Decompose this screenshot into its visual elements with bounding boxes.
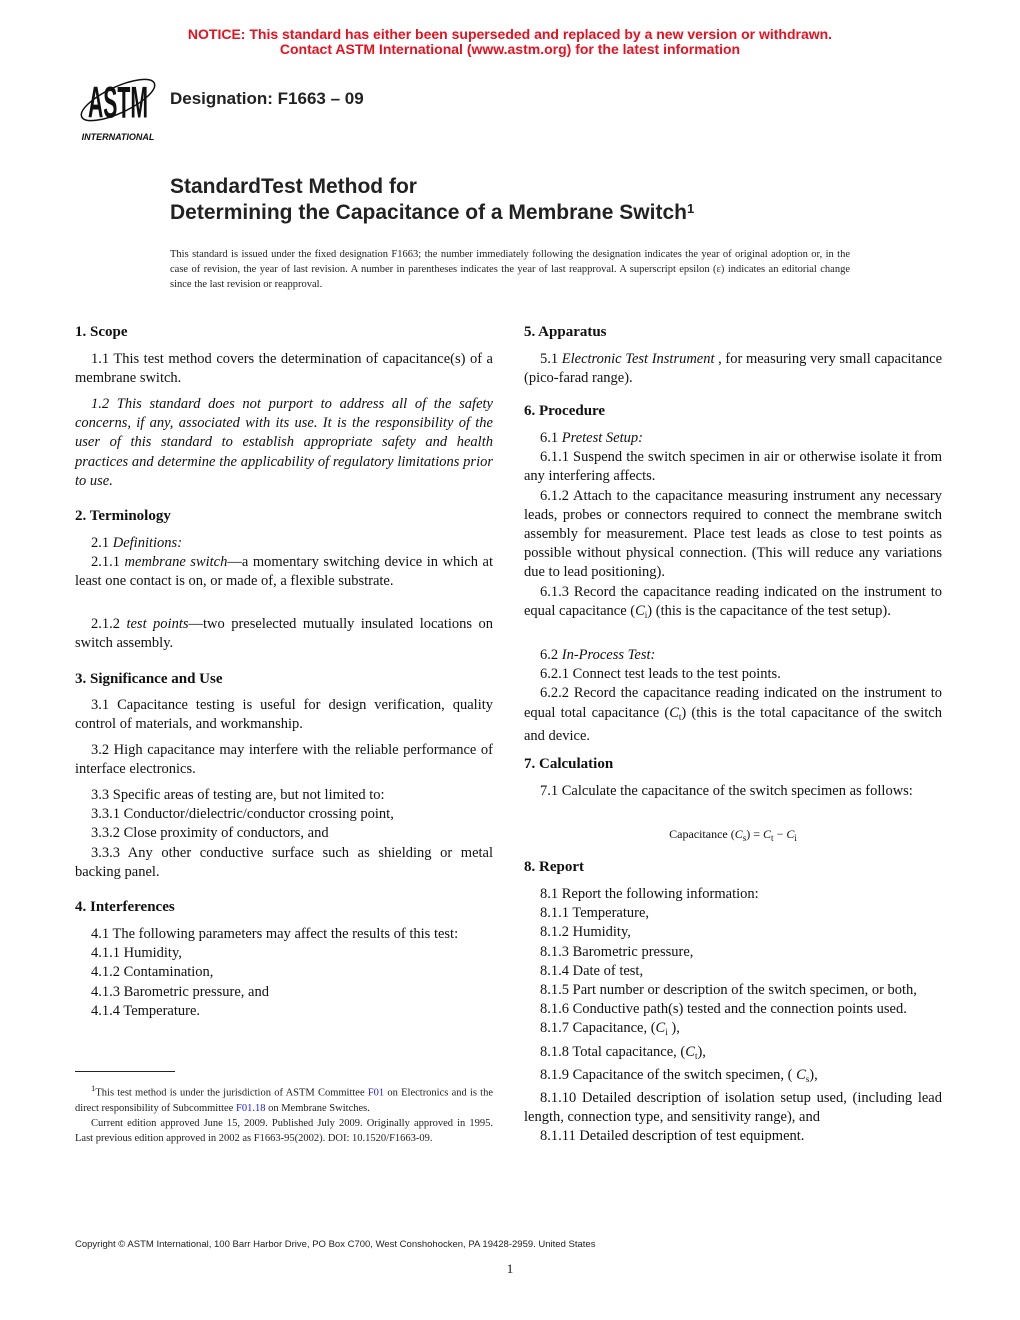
para-2-1-2: 2.1.2 test points—two preselected mutually insulated locations on switch assembly. <box>75 616 494 652</box>
capacitance-formula: Capacitance $(C_s) = C_t - C_i$ <box>669 827 797 843</box>
heading-significance: 3. Significance and Use <box>75 671 223 687</box>
para-1-1 <box>75 350 493 388</box>
procedure-6-2-block: 6.2 In-Process Test: 6.2.1 Connect test leads to the test points. 6.2.2 Record the capacitance reading indicated on the instrument to equal total capacitance $(C_t)$ (this is the total capacitance of the switch and device. <box>524 647 942 744</box>
heading-terminology: 2. Terminology <box>75 508 171 524</box>
document-title <box>170 174 694 226</box>
heading-calculation: 7. Calculation <box>524 756 614 772</box>
title-line-2 <box>170 200 694 226</box>
para-2-1: 2.1 Definitions: <box>91 535 183 551</box>
procedure-6-1-block: 6.1 Pretest Setup: 6.1.1 Suspend the switch specimen in air or otherwise isolate it from any interfering affects. 6.1.2 Attach to the capacitance measuring instrument any necessary leads, probes or connectors required to connect the membrane switch assembly for measurement. Place test leads as close to test points as possible without physical connection. (This will reduce any variations due to lead positioning). 6.1.3 Record the capacitance reading indicated on the instrument to equal capacitance $(C_i)$ (this is the capacitance of the test setup). <box>524 430 942 620</box>
notice-line-1: NOTICE: This standard has either been superseded and replaced by a new version or withdrawn. <box>187 26 833 42</box>
heading-procedure: 6. Procedure <box>524 403 606 419</box>
paragraph: 1.1 This test method covers the determination of capacitance(s) of a membrane switch. <box>75 351 493 387</box>
title-footnote-mark: 1 <box>686 201 695 216</box>
para-3-3-block: 3.3 Specific areas of testing are, but not limited to: 3.3.1 Conductor/dielectric/conductor crossing point, 3.3.2 Close proximity of conductors, and 3.3.3 Any other conductive surface such as shielding or metal backing panel. <box>75 787 493 880</box>
para-3-1: 3.1 Capacitance testing is useful for design verification, quality control of materials, and workmanship. <box>75 697 493 733</box>
copyright: Copyright © ASTM International, 100 Barr Harbor Drive, PO Box C700, West Conshohocken, PA 19428-2959. United States <box>75 1239 596 1250</box>
report-block: 8.1 Report the following information: 8.1.1 Temperature, 8.1.2 Humidity, 8.1.3 Barometric pressure, 8.1.4 Date of test, 8.1.5 Part number or description of the switch specimen, or both, 8.1.6 Conductive path(s) tested and the connection points used. 8.1.7 Capacitance, ($C_i$ ), 8.1.8 Total capacitance, $(C_t)$, 8.1.9 Capacitance of the switch specimen, ( $C_s$), 8.1.10 Detailed description of isolation setup used, (including lead length, connection type, and sensitivity range), and 8.1.11 Detailed description of test equipment. <box>524 886 942 1145</box>
astm-logo <box>76 68 160 144</box>
para-7-1: 7.1 Calculate the capacitance of the switch specimen as follows: <box>540 783 913 799</box>
designation: Designation: F1663 – 09 <box>170 89 364 108</box>
para-1-2 <box>75 395 493 491</box>
paragraph-italic: 1.2 This standard does not purport to address all of the safety concerns, if any, associated with its use. It is the responsibility of the user of this standard to establish appropriate safety and health practices and determine the applicability of regulatory limitations prior to use. <box>75 396 493 489</box>
footnote: $^1$This test method is under the jurisdiction of ASTM Committee F01 on Electronics and is the direct responsibility of Subcommittee F01.18 on Membrane Switches. Current edition approved June 15, 2009. Published July 2009. Originally approved in 1995. Last previous edition approved in 2002 as F1663-95(2002). DOI: 10.1520/F1663-09. <box>75 1083 493 1144</box>
title-text: Determining the Capacitance of a Membrane Switch <box>170 201 687 224</box>
title-line-1: StandardTest Method for <box>170 175 417 198</box>
heading-apparatus: 5. Apparatus <box>524 324 607 340</box>
svg-text:ASTM: ASTM <box>88 78 148 128</box>
subcommittee-link[interactable]: F01.18 <box>235 1102 266 1114</box>
intro-note: This standard is issued under the fixed designation F1663; the number immediately following the designation indicates the year of original adoption or, in the case of revision, the year of last revision. A number in parentheses indicates the year of last reapproval. A superscript epsilon (ε) indicates an editorial change since the last revision or reapproval. <box>170 249 850 290</box>
committee-link[interactable]: F01 <box>367 1087 385 1099</box>
notice-banner <box>0 27 1020 57</box>
para-2-1-1: 2.1.1 membrane switch—a momentary switching device in which at least one contact is on, or made of, a flexible substrate. <box>75 554 494 590</box>
footnote-divider <box>75 1071 175 1072</box>
interferences-block: 4.1 The following parameters may affect the results of this test: 4.1.1 Humidity, 4.1.2 Contamination, 4.1.3 Barometric pressure, and 4.1.4 Temperature. <box>91 926 459 1019</box>
terminology-block <box>75 534 493 592</box>
page-number: 1 <box>506 1261 514 1276</box>
heading-interferences: 4. Interferences <box>75 899 175 915</box>
para-3-2: 3.2 High capacitance may interfere with the reliable performance of interface electronics. <box>75 742 493 778</box>
svg-text:INTERNATIONAL: INTERNATIONAL <box>81 132 155 142</box>
heading-scope: 1. Scope <box>75 324 128 340</box>
heading-report: 8. Report <box>524 859 584 875</box>
para-5-1: 5.1 Electronic Test Instrument , for measuring very small capacitance (pico-farad range). <box>524 351 942 387</box>
notice-line-2: Contact ASTM International (www.astm.org) for the latest information <box>279 41 741 57</box>
